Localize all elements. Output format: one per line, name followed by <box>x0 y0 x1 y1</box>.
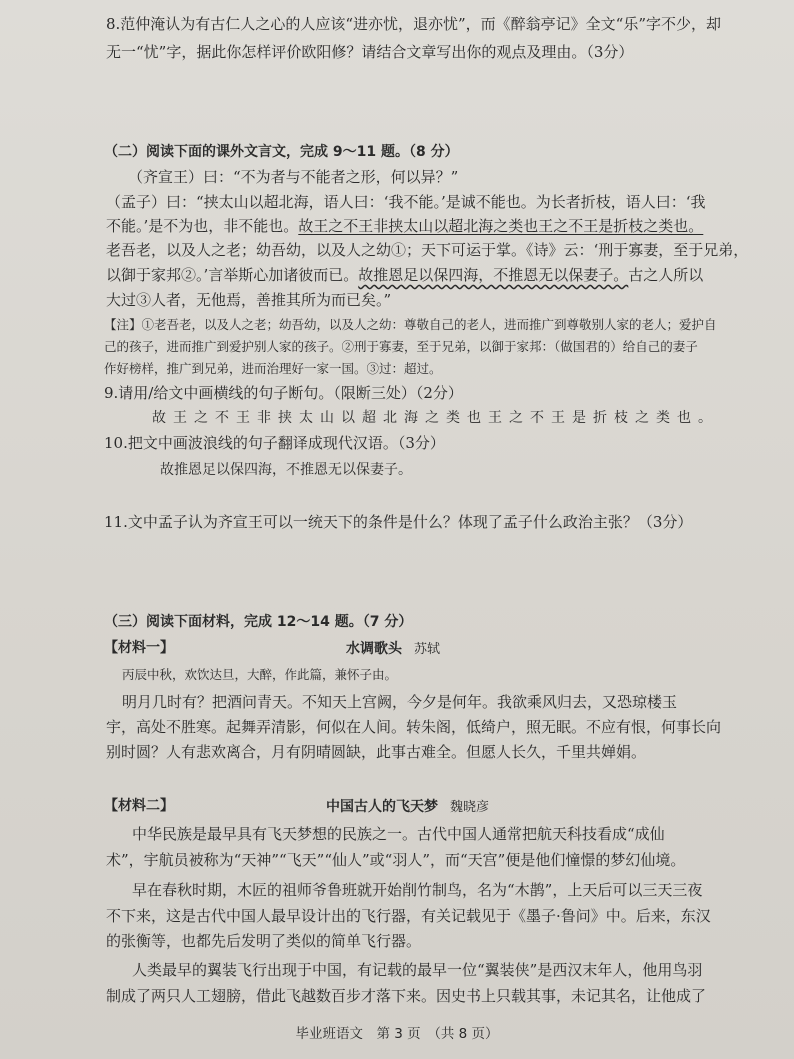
passage-line-3 <box>106 216 703 236</box>
underlined-sentence: 故王之不王非挟太山以超北海之类也王之不王是折枝之类也。 <box>298 217 704 235</box>
material-2-title: 中国古人的飞天梦 <box>326 799 438 815</box>
wavy-underlined-sentence: 故推恩足以保四海，不推恩无以保妻子。 <box>358 266 629 284</box>
question-10-sentence: 故推恩足以保四海，不推恩无以保妻子。 <box>160 462 412 478</box>
passage-line-5 <box>106 265 703 285</box>
material-1-preface: 丙辰中秋，欢饮达旦，大醉，作此篇，兼怀子由。 <box>122 667 398 682</box>
material-2-label: 【材料二】 <box>104 798 174 814</box>
material-2-line-3: 早在春秋时期，木匠的祖师爷鲁班就开始削竹制鸟，名为“木鹊”，上天后可以三天三夜 <box>132 881 703 899</box>
material-1-line-3: 别时圆？人有悲欢离合，月有阴晴圆缺，此事古难全。但愿人长久，千里共婵娟。 <box>106 743 647 761</box>
material-2-line-7: 制成了两只人工翅膀，借此飞越数百步才落下来。因史书上只载其事，未记其名，让他成了 <box>106 987 707 1005</box>
passage-line-3-text: 不能。’是不为也，非不能也。 <box>106 217 299 235</box>
note-line-3: 作好榜样，推广到兄弟，进而治理好一家一国。③过：超过。 <box>104 361 442 376</box>
note-line-1: 【注】①老吾老，以及人之老；幼吾幼，以及人之幼：尊敬自己的老人，进而推广到尊敬别人家的老人；爱护自 <box>104 317 717 332</box>
material-2-line-1: 中华民族是最早具有飞天梦想的民族之一。古代中国人通常把航天科技看成“成仙 <box>132 825 665 843</box>
material-2-line-4: 不下来，这是古代中国人最早设计出的飞行器，有关记载见于《墨子·鲁问》中。后来，东汉 <box>106 907 711 925</box>
section-3-heading: （三）阅读下面材料，完成 12～14 题。（7 分） <box>104 614 413 630</box>
passage-line-4: 老吾老，以及人之老；幼吾幼，以及人之幼①；天下可运于掌。《诗》云：‘刑于寡妻，至于兄弟， <box>106 241 749 259</box>
question-8-line-1: 8.范仲淹认为有古仁人之心的人应该“进亦忧，退亦忧”，而《醉翁亭记》全文“乐”字不少，却 <box>106 15 721 33</box>
material-2-author: 魏晓彦 <box>450 800 490 815</box>
question-11: 11.文中孟子认为齐宣王可以一统天下的条件是什么？体现了孟子什么政治主张？（3分） <box>104 513 693 531</box>
material-1-line-2: 宇，高处不胜寒。起舞弄清影，何似在人间。转朱阁，低绮户，照无眠。不应有恨，何事长向 <box>106 718 722 736</box>
note-line-2: 己的孩子，进而推广到爱护别人家的孩子。②刑于寡妻，至于兄弟，以御于家邦：（做国君的）给自己的妻子 <box>104 339 698 354</box>
material-1-title-row <box>346 638 440 660</box>
passage-line-1: （齐宣王）曰：“不为者与不能者之形，何以异？” <box>128 168 459 186</box>
material-1-author: 苏轼 <box>414 642 441 657</box>
question-10: 10.把文中画波浪线的句子翻译成现代汉语。（3分） <box>104 434 445 452</box>
material-2-title-row <box>326 796 489 818</box>
material-2-line-6: 人类最早的翼装飞行出现于中国，有记载的最早一位“翼装侠”是西汉末年人，他用鸟羽 <box>132 961 703 979</box>
question-9-sentence: 故王之不王非挟太山以超北海之类也王之不王是折枝之类也。 <box>152 410 719 426</box>
material-2-line-2: 术”，宇航员被称为“天神”“飞天”“仙人”或“羽人”，而“天宫”便是他们憧憬的梦幻仙境。 <box>106 851 686 869</box>
passage-line-5-tail: 古之人所以 <box>628 266 704 284</box>
page-footer: 毕业班语文 第 3 页 （共 8 页） <box>295 1026 499 1042</box>
passage-line-5-text: 以御于家邦②。’言举斯心加诸彼而已。 <box>106 266 359 284</box>
section-2-heading: （二）阅读下面的课外文言文，完成 9～11 题。（8 分） <box>104 144 459 160</box>
passage-line-2: （孟子）曰：“挟太山以超北海，语人曰：‘我不能。’是诚不能也。为长者折枝，语人曰：‘我 <box>106 193 706 211</box>
material-1-line-1: 明月几时有？把酒问青天。不知天上宫阙，今夕是何年。我欲乘风归去，又恐琼楼玉 <box>122 693 678 711</box>
passage-line-6: 大过③人者，无他焉，善推其所为而已矣。” <box>106 291 392 309</box>
material-2-line-5: 的张衡等，也都先后发明了类似的简单飞行器。 <box>106 932 422 950</box>
material-1-label: 【材料一】 <box>104 640 174 656</box>
material-1-title: 水调歌头 <box>346 641 402 657</box>
question-8-line-2: 无一“忧”字，据此你怎样评价欧阳修？请结合文章写出你的观点及理由。（3分） <box>106 43 634 61</box>
question-9: 9.请用/给文中画横线的句子断句。（限断三处）（2分） <box>104 384 463 402</box>
